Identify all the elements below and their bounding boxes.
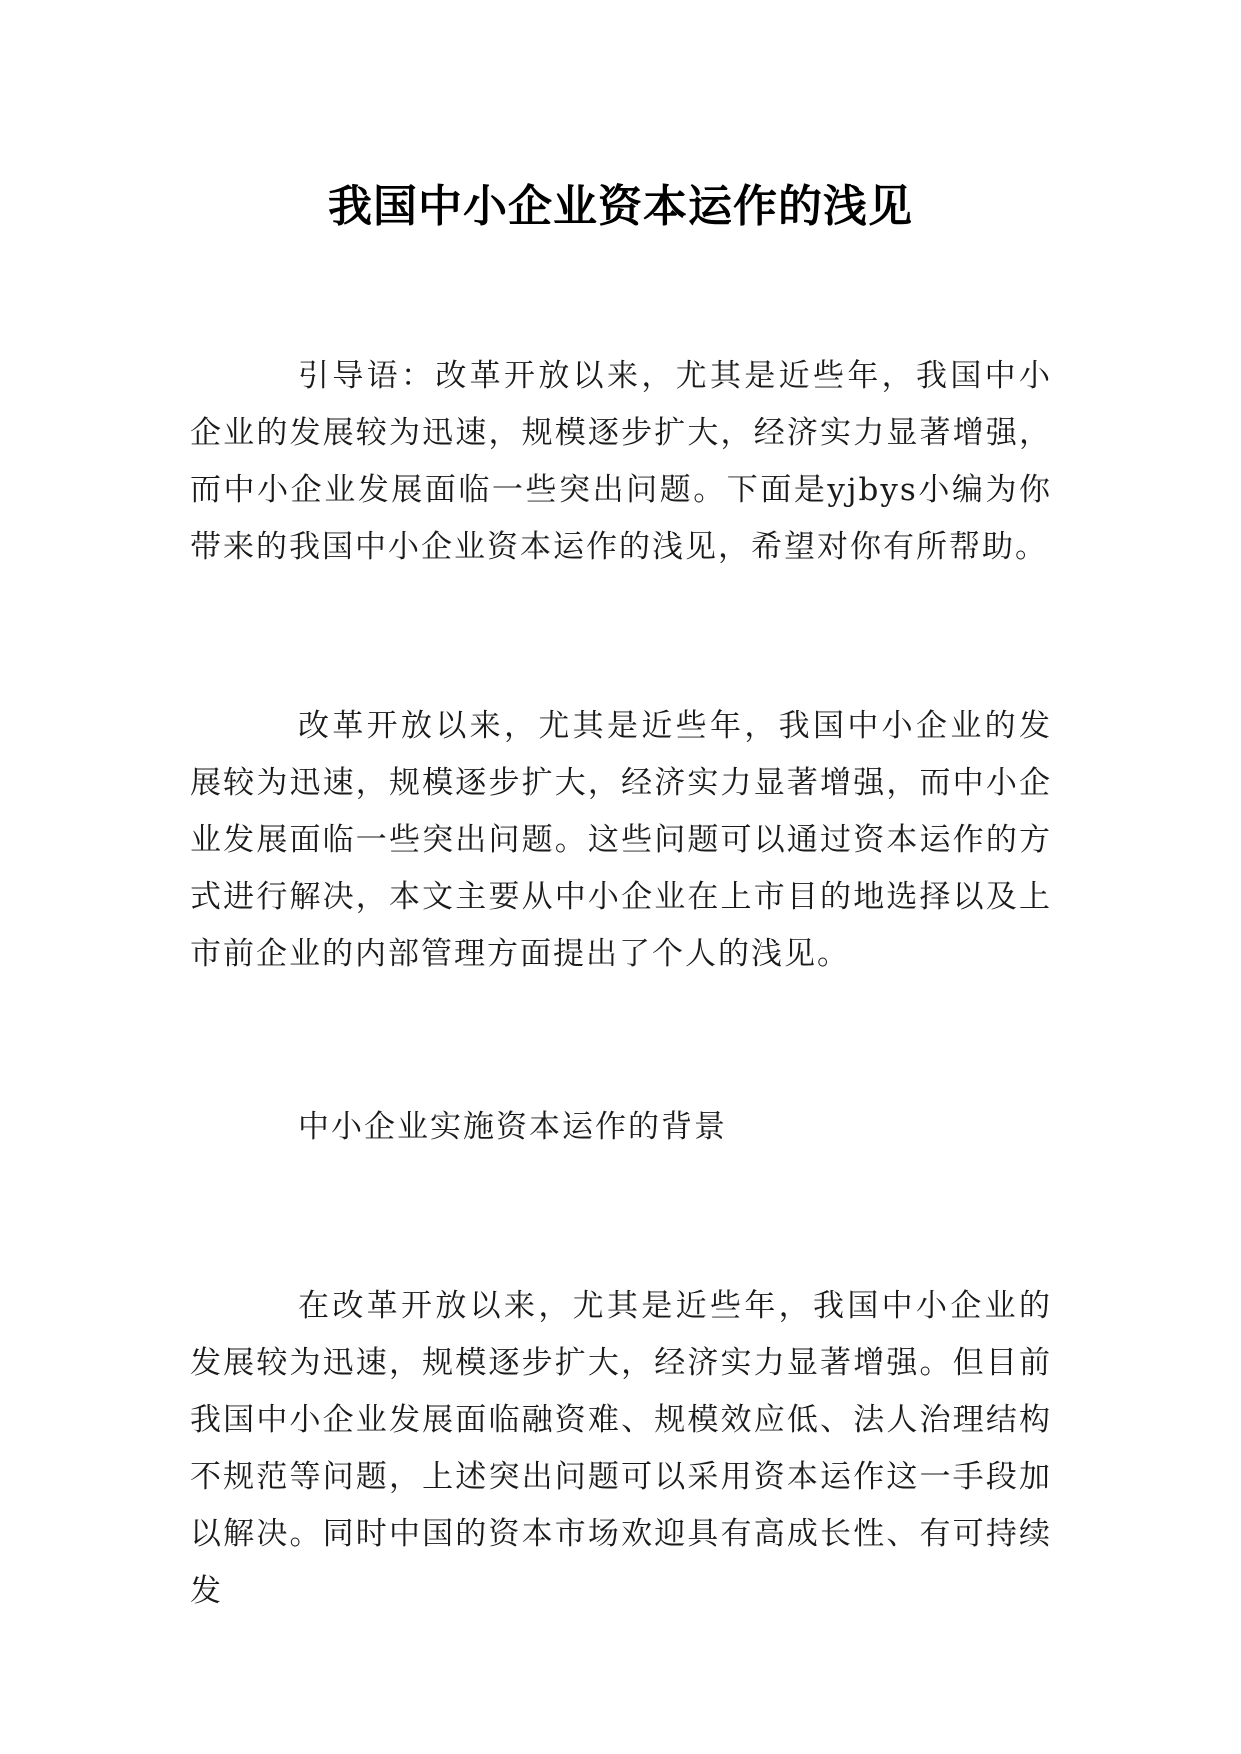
section-heading: 中小企业实施资本运作的背景 — [298, 1109, 727, 1145]
intro-paragraph: 引导语：改革开放以来，尤其是近些年，我国中小企业的发展较为迅速，规模逐步扩大，经济实力显著增强，而中小企业发展面临一些突出问题。下面是yjbys小编为你带来的我国中小企业资本运作的浅见，希望对你有所帮助。 — [190, 358, 1052, 565]
document-title: 我国中小企业资本运作的浅见 — [328, 181, 913, 233]
section-paragraph: 在改革开放以来，尤其是近些年，我国中小企业的发展较为迅速，规模逐步扩大，经济实力显著增强。但目前我国中小企业发展面临融资难、规模效应低、法人治理结构不规范等问题，上述突出问题可以采用资本运作这一手段加以解决。同时中国的资本市场欢迎具有高成长性、有可持续发 — [190, 1288, 1052, 1609]
body-paragraph: 改革开放以来，尤其是近些年，我国中小企业的发展较为迅速，规模逐步扩大，经济实力显著增强，而中小企业发展面临一些突出问题。这些问题可以通过资本运作的方式进行解决，本文主要从中小企业在上市目的地选择以及上市前企业的内部管理方面提出了个人的浅见。 — [190, 708, 1052, 972]
